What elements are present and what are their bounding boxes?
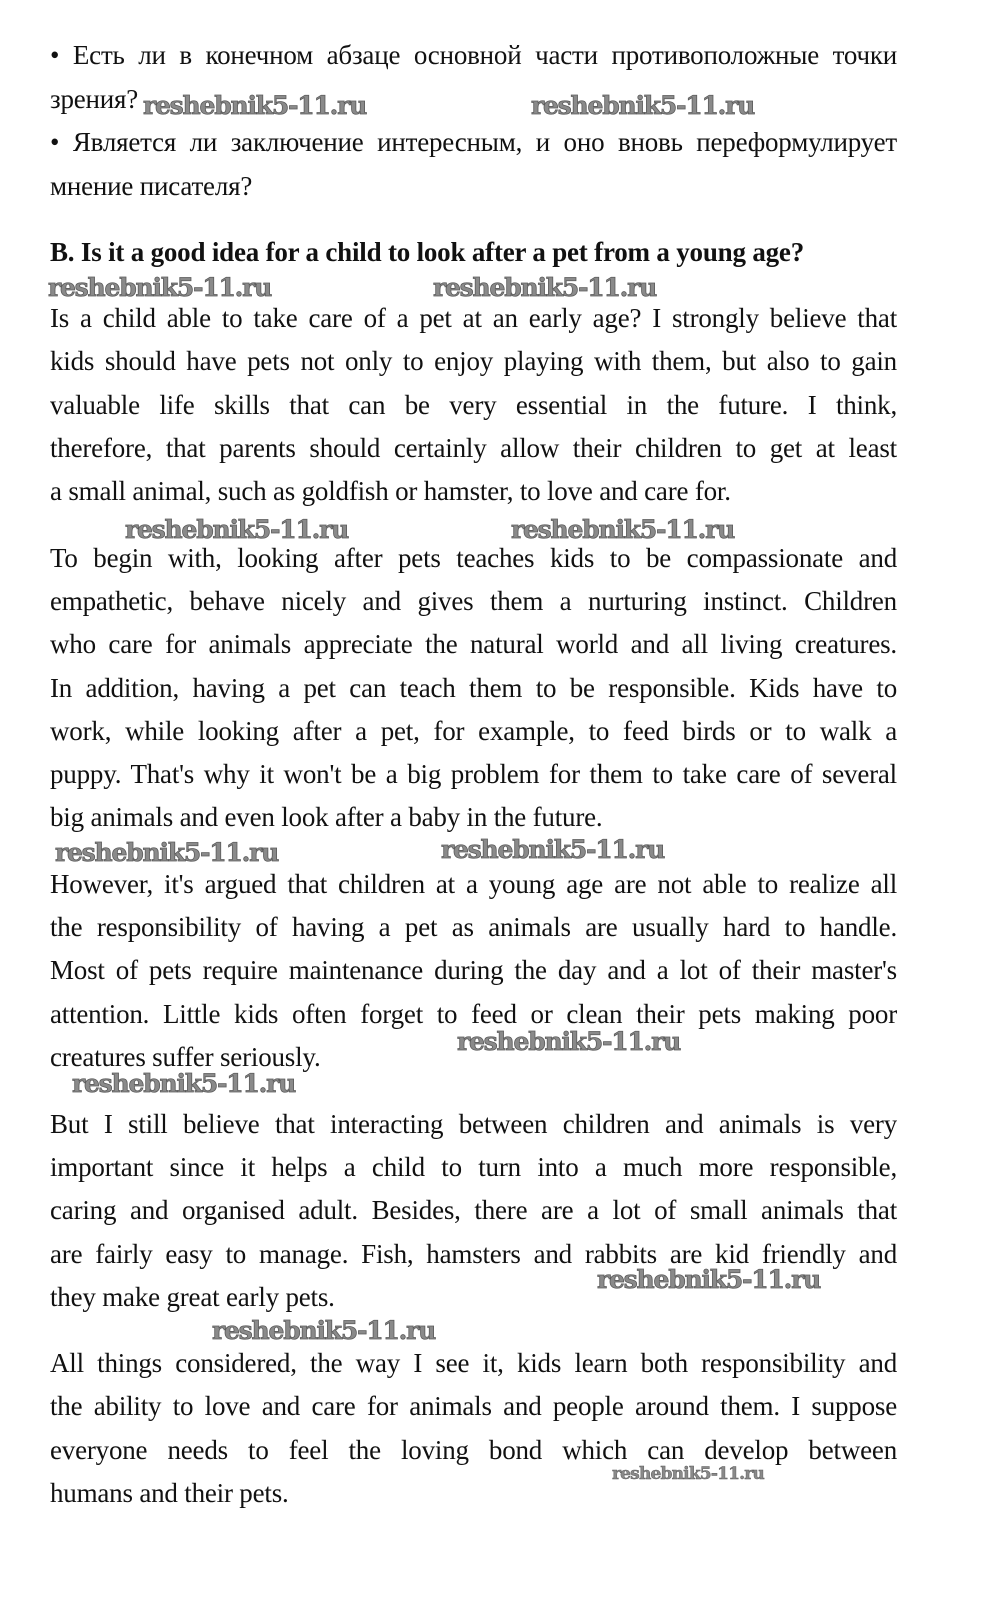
text-line: kids should have pets not only to enjoy playing with them, but also to gain (50, 346, 897, 376)
text-line: who care for animals appreciate the natural world and all living creatures. (50, 629, 897, 659)
text-line: are fairly easy to manage. Fish, hamsters and rabbits are kid friendly and (50, 1239, 897, 1269)
text-line: everyone needs to feel the loving bond which can develop between (50, 1435, 897, 1465)
text-line: big animals and even look after a baby in the future. (50, 802, 603, 832)
section-heading: B. Is it a good idea for a child to look after a pet from a young age? (50, 237, 804, 267)
text-line: valuable life skills that can be very essential in the future. I think, (50, 390, 897, 420)
text-line: Is a child able to take care of a pet at an early age? I strongly believe that (50, 303, 897, 333)
watermark: reshebnik5-11.ru (212, 1316, 436, 1345)
text-line: the responsibility of having a pet as animals are usually hard to handle. (50, 912, 897, 942)
text-line: To begin with, looking after pets teaches kids to be compassionate and (50, 543, 897, 573)
text-line: they make great early pets. (50, 1282, 335, 1312)
bullet: • (50, 127, 60, 157)
text-line: creatures suffer seriously. (50, 1042, 321, 1072)
checklist-item-1-line-1: • Есть ли в конечном абзаце основной части противоположные точки (50, 40, 897, 70)
watermark: reshebnik5-11.ru (597, 1265, 821, 1294)
checklist-item-1-line-2: зрения? (50, 84, 139, 114)
checklist-item-2-line-2: мнение писателя? (50, 171, 253, 201)
watermark: reshebnik5-11.ru (48, 273, 272, 302)
watermark: reshebnik5-11.ru (457, 1027, 681, 1056)
watermark: reshebnik5-11.ru (143, 91, 367, 120)
watermark: reshebnik5-11.ru (441, 835, 665, 864)
text-line: But I still believe that interacting between children and animals is very (50, 1109, 897, 1139)
watermark: reshebnik5-11.ru (612, 1464, 764, 1484)
watermark: reshebnik5-11.ru (72, 1069, 296, 1098)
text-line: humans and their pets. (50, 1478, 289, 1508)
text-line: attention. Little kids often forget to feed or clean their pets making poor (50, 999, 897, 1029)
watermark: reshebnik5-11.ru (511, 515, 735, 544)
text-line: All things considered, the way I see it, kids learn both responsibility and (50, 1348, 897, 1378)
text-line: work, while looking after a pet, for example, to feed birds or to walk a (50, 716, 897, 746)
checklist-item-2-line-1: • Является ли заключение интересным, и оно вновь переформулирует (50, 127, 897, 157)
watermark: reshebnik5-11.ru (433, 273, 657, 302)
text-line: In addition, having a pet can teach them to be responsible. Kids have to (50, 673, 897, 703)
text-line: empathetic, behave nicely and gives them a nurturing instinct. Children (50, 586, 897, 616)
text-line: the ability to love and care for animals and people around them. I suppose (50, 1391, 897, 1421)
text-line: caring and organised adult. Besides, there are a lot of small animals that (50, 1195, 897, 1225)
watermark: reshebnik5-11.ru (55, 838, 279, 867)
bullet: • (50, 40, 60, 70)
text-line: However, it's argued that children at a young age are not able to realize all (50, 869, 897, 899)
text-line: a small animal, such as goldfish or hamster, to love and care for. (50, 476, 731, 506)
text-line: important since it helps a child to turn into a much more responsible, (50, 1152, 897, 1182)
watermark: reshebnik5-11.ru (531, 91, 755, 120)
watermark: reshebnik5-11.ru (125, 515, 349, 544)
text-line: puppy. That's why it won't be a big problem for them to take care of several (50, 759, 897, 789)
text-line: Most of pets require maintenance during the day and a lot of their master's (50, 955, 897, 985)
text-line: therefore, that parents should certainly allow their children to get at least (50, 433, 897, 463)
